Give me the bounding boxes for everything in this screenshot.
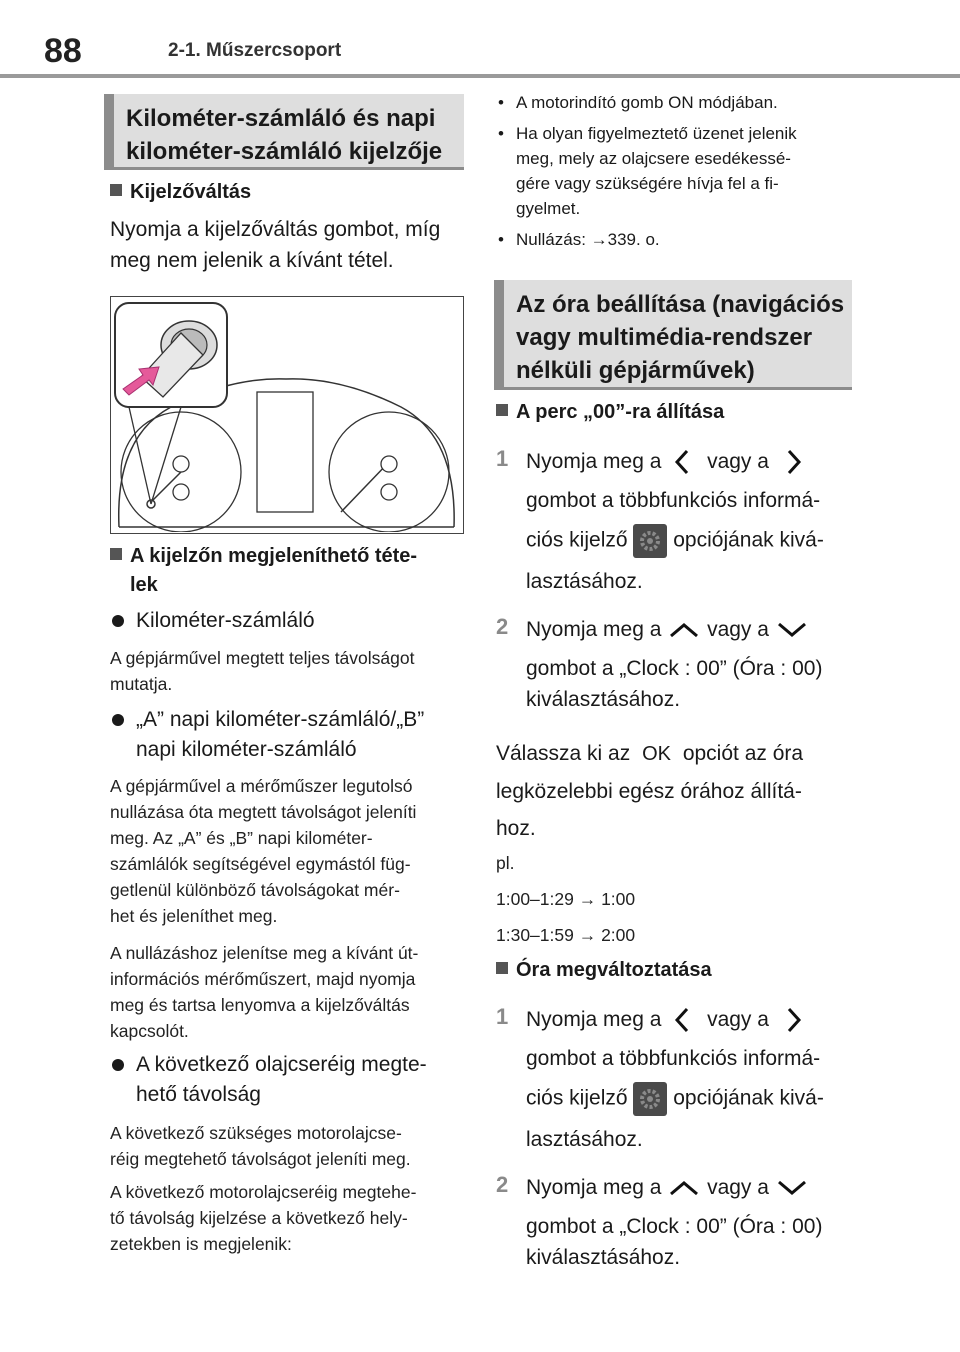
chevron-left-icon	[667, 1007, 701, 1033]
step-2-text-b: Nyomja meg a vagy a gombot a „Clock : 00” (Óra : 00) kiválasztásához.	[526, 1176, 823, 1269]
chevron-right-icon	[775, 1007, 809, 1033]
chevron-up-icon	[667, 619, 701, 641]
section-heading-clock	[494, 280, 852, 390]
oil-display-bullet-2: • Ha olyan figyelmeztető üzenet jelenik meg, mely az olajcsere esedékessé- gére vagy szükségére hívja fel a fi- gyelmet.	[496, 121, 876, 221]
oil-display-bullet-1: • A motorindító gomb ON módjában.	[496, 90, 876, 115]
chevron-right-icon	[775, 449, 809, 475]
heading-line: vagy multimédia-rendszer	[516, 324, 813, 351]
step-number: 1	[496, 1004, 509, 1029]
subhead-change-hour: Óra megváltoztatása	[496, 956, 712, 985]
chapter-title: 2-1. Műszercsoport	[168, 40, 342, 61]
item-trip-text-1: A gépjárművel a mérőműszer legutolsó nullázása óta megtett távolságot jeleníti meg. Az „A” és „B” napi kilométer- számlálók segítségével egymástól füg- getlenül különböző távolságokat mér- het és jeleníthet meg.	[110, 776, 417, 926]
chevron-up-icon	[667, 1177, 701, 1199]
chevron-down-icon	[775, 619, 809, 641]
example-label: pl.	[496, 853, 515, 873]
item-odometer-title: Kilométer-számláló	[110, 606, 315, 636]
square-bullet-icon	[110, 548, 122, 560]
heading-line: Az óra beállítása (navigációs	[516, 291, 845, 318]
section-heading-odometer	[104, 94, 464, 170]
subhead-display-switch: Kijelzőváltás	[110, 178, 251, 207]
example-block	[496, 850, 856, 948]
page-number: 88	[44, 32, 82, 70]
chevron-down-icon	[775, 1177, 809, 1199]
subhead-display-items: A kijelzőn megjeleníthető téte- lek	[110, 542, 470, 600]
instrument-cluster-drawing	[111, 297, 462, 532]
square-bullet-icon	[110, 184, 122, 196]
step-number: 1	[496, 446, 509, 471]
step-number: 2	[496, 1172, 509, 1197]
example-1: 1:00–1:29 → 1:00	[496, 889, 636, 909]
oil-display-bullet-3: • Nullázás: →339. o.	[496, 227, 876, 252]
bullet-dot-icon	[112, 615, 124, 627]
bullet-icon: •	[498, 230, 504, 249]
item-oil-text-1: A következő szükséges motorolajcse- réig megtehető távolságot jeleníti meg.	[110, 1123, 411, 1169]
header-rule	[0, 74, 960, 78]
bullet-dot-icon	[112, 1059, 124, 1071]
square-bullet-icon	[496, 962, 508, 974]
square-bullet-icon	[496, 404, 508, 416]
example-2: 1:30–1:59 → 2:00	[496, 925, 636, 945]
item-oil-title: A következő olajcseréig megte- hető távolság	[110, 1050, 496, 1110]
step-2-a	[496, 614, 508, 640]
chevron-left-icon	[667, 449, 701, 475]
subhead-minutes: A perc „00”-ra állítása	[496, 398, 724, 427]
step-1-a	[496, 446, 508, 472]
ok-label: OK	[642, 743, 671, 765]
step-1-b	[496, 1004, 508, 1030]
step-number: 2	[496, 614, 509, 639]
item-odometer-text: A gépjárművel megtett teljes távolságot mutatja.	[110, 648, 415, 694]
ok-paragraph: Válassza ki az OK opciót az óra legközelebbi egész órához állítá- hoz.	[496, 742, 804, 840]
bullet-icon: •	[498, 93, 504, 112]
gear-settings-icon	[633, 1082, 667, 1116]
item-trip-text-2: A nullázáshoz jelenítse meg a kívánt út- információs mérőműszert, majd nyomja meg és tartsa lenyomva a kijelzőváltás kapcsolót.	[110, 943, 419, 1041]
instrument-cluster-illustration	[110, 296, 464, 534]
step-1-text-b: Nyomja meg a vagy a gombot a többfunkciós informá- ciós kijelző opciójának kivá- lasztásához.	[526, 1008, 824, 1151]
heading-line: nélküli gépjárművek)	[516, 357, 755, 384]
step-2-b	[496, 1172, 508, 1198]
bullet-icon: •	[498, 124, 504, 143]
step-2-text-a: Nyomja meg a vagy a gombot a „Clock : 00” (Óra : 00) kiválasztásához.	[526, 618, 823, 711]
display-switch-text: Nyomja a kijelzőváltás gombot, míg meg nem jelenik a kívánt tétel.	[110, 218, 441, 272]
heading-line: Kilométer-számláló és napi	[126, 105, 436, 132]
heading-line: kilométer-számláló kijelzője	[126, 138, 443, 165]
item-oil-text-2: A következő motorolajcseréig megtehe- tő távolság kijelzése a következő hely- zetekben is megjelenik:	[110, 1182, 417, 1254]
bullet-dot-icon	[112, 714, 124, 726]
item-trip-title: „A” napi kilométer-számláló/„B” napi kilométer-számláló	[110, 705, 496, 765]
step-1-text-a: Nyomja meg a vagy a gombot a többfunkciós informá- ciós kijelző opciójának kivá- lasztásához.	[526, 450, 824, 593]
gear-settings-icon	[633, 524, 667, 558]
